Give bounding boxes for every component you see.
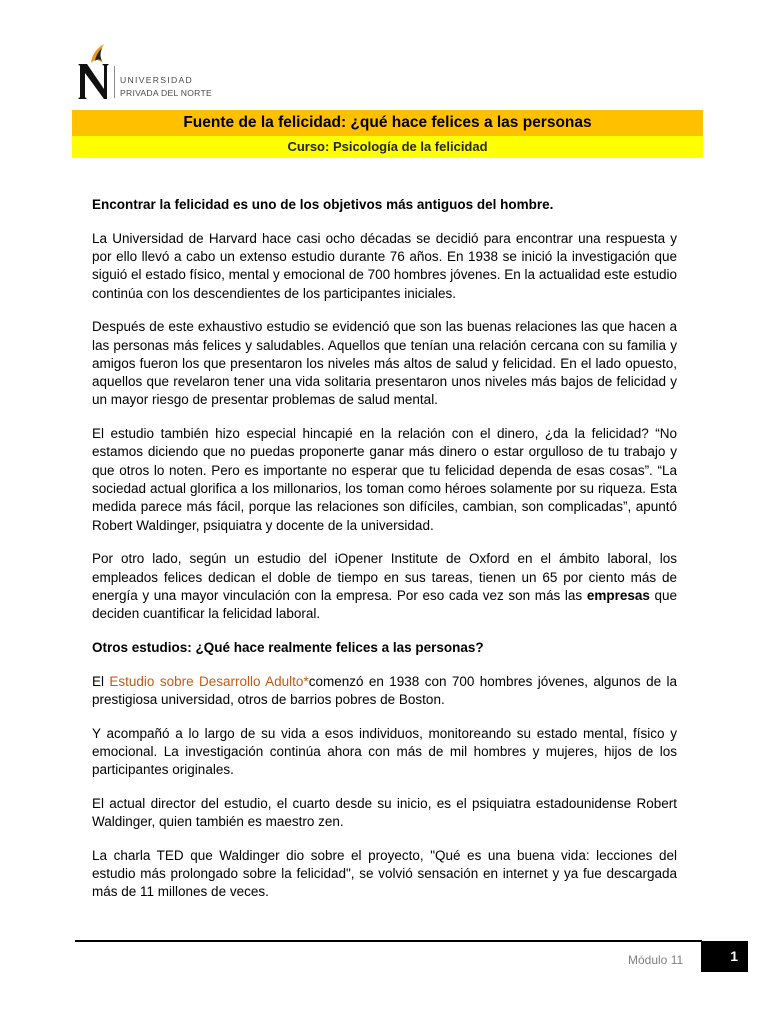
- paragraph-follow-up: Y acompañó a lo largo de su vida a esos individuos, monitoreando su estado mental, físico y emocional. La investigación continúa ahora con más de mil hombres y mujeres, hijos de los participantes originales.: [92, 725, 677, 778]
- paragraph-work: [92, 550, 677, 623]
- course-subtitle: Curso: Psicología de la felicidad: [72, 136, 703, 158]
- paragraph-text: Por otro lado, según un estudio del iOpener Institute de Oxford en el ámbito laboral, los empleados felices dedican el doble de tiempo en sus tareas, tienen un 65 por ciento más de energía y una mayor vinculación con la empresa. Por eso cada vez son más las: [92, 551, 677, 603]
- paragraph-director: El actual director del estudio, el cuarto desde su inicio, es el psiquiatra estadounidense Robert Waldinger, quien también es maestro zen.: [92, 795, 677, 830]
- logo-text-private-north: PRIVADA DEL NORTE: [120, 88, 212, 98]
- upn-logo-icon: [76, 42, 116, 102]
- document-title: Fuente de la felicidad: ¿qué hace felices a las personas: [72, 110, 703, 136]
- logo-flame-shape: [91, 44, 104, 63]
- logo-text-university: UNIVERSIDAD: [120, 75, 194, 85]
- emphasis-empresas: empresas: [586, 587, 650, 603]
- module-label: Módulo 11: [628, 953, 684, 967]
- paragraph-text: que deciden cuantificar la felicidad laboral.: [92, 587, 678, 622]
- logo-n-shape: [78, 64, 109, 99]
- subheading-other-studies: Otros estudios: ¿Qué hace realmente felices a las personas?: [92, 639, 484, 655]
- paragraph-text: comenzó en 1938 con 700 hombres jóvenes, algunos de la prestigiosa universidad, otros de barrios pobres de Boston.: [92, 673, 677, 707]
- paragraph-money: El estudio también hizo especial hincapié en la relación con el dinero, ¿da la felicidad? “No estamos diciendo que no puedas proponerte ganar más dinero o estar orgulloso de tu trabajo y que otros lo noten. Pero es importante no esperar que tu felicidad dependa de esas cosas”. “La sociedad actual glorifica a los millonarios, los toman como héroes solamente por su riqueza. Esta medida parece más fácil, porque las relaciones son difíciles, cambian, son complicadas”, apuntó Robert Waldinger, psiquiatra y docente de la universidad.: [92, 426, 677, 533]
- footer-divider: [75, 940, 702, 942]
- paragraph-relations: Después de este exhaustivo estudio se evidenció que son las buenas relaciones las que hacen a las personas más felices y saludables. Aquellos que tenían una relación cercana con su familia y amigos fueron los que presentaron los niveles más altos de salud y felicidad. En el lado opuesto, aquellos que revelaron tener una vida solitaria presentaron unos niveles más bajos de felicidad y un mayor riesgo de presentar problemas de salud mental.: [92, 319, 677, 408]
- paragraph-text: El: [92, 673, 110, 689]
- paragraph-harvard: La Universidad de Harvard hace casi ocho décadas se decidió para encontrar una respuesta y por ello llevó a cabo un extenso estudio durante 76 años. En 1938 se inició la investigación que siguió el estado físico, mental y emocional de 700 hombres jóvenes. En la actualidad este estudio continúa con los descendientes de los participantes iniciales.: [92, 230, 677, 301]
- lead-heading: Encontrar la felicidad es uno de los objetivos más antiguos del hombre.: [92, 197, 554, 212]
- document-body: [92, 196, 677, 917]
- paragraph-study: [92, 673, 677, 710]
- paragraph-ted: La charla TED que Waldinger dio sobre el proyecto, "Qué es una buena vida: lecciones del estudio más prolongado sobre la felicidad", se volvió sensación en internet y ya fue descargada más de 11 millones de veces.: [92, 847, 677, 900]
- study-link[interactable]: Estudio sobre Desarrollo Adulto*: [109, 673, 309, 689]
- logo-divider: [114, 66, 115, 98]
- page-number: 1: [701, 941, 748, 972]
